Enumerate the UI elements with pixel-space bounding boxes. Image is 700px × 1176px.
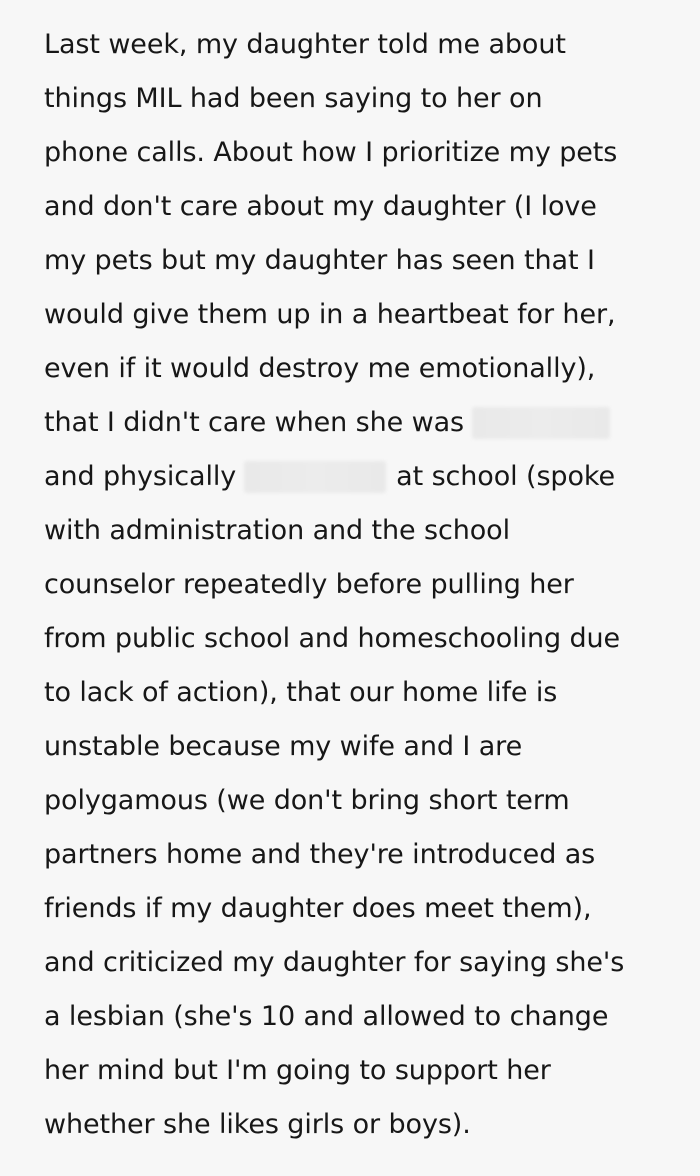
text-line <box>44 1098 684 1152</box>
line-text: Last week, my daughter told me about <box>44 29 566 60</box>
text-line <box>44 126 684 180</box>
line-text: phone calls. About how I prioritize my pets <box>44 137 618 168</box>
line-text: with administration and the school <box>44 515 511 546</box>
line-text: and don't care about my daughter (I love <box>44 191 597 222</box>
line-text: counselor repeatedly before pulling her <box>44 569 574 600</box>
line-text: polygamous (we don't bring short term <box>44 785 570 816</box>
text-line <box>44 504 684 558</box>
text-line <box>44 936 684 990</box>
line-text: would give them up in a heartbeat for her, <box>44 299 616 330</box>
text-line <box>44 1044 684 1098</box>
text-line <box>44 882 684 936</box>
text-line <box>44 396 684 450</box>
text-line <box>44 612 684 666</box>
line-text: to lack of action), that our home life is <box>44 677 558 708</box>
line-text: partners home and they're introduced as <box>44 839 596 870</box>
text-line <box>44 720 684 774</box>
line-text: even if it would destroy me emotionally), <box>44 353 596 384</box>
text-line <box>44 18 684 72</box>
text-line <box>44 774 684 828</box>
line-text: unstable because my wife and I are <box>44 731 523 762</box>
text-line <box>44 450 684 504</box>
line-text: whether she likes girls or boys). <box>44 1109 471 1140</box>
line-text: things MIL had been saying to her on <box>44 83 543 114</box>
line-text: my pets but my daughter has seen that I <box>44 245 595 276</box>
text-line <box>44 180 684 234</box>
line-text: and physically <box>44 461 237 492</box>
line-text: that I didn't care when she was <box>44 407 465 438</box>
text-line <box>44 666 684 720</box>
post-paragraph <box>44 18 684 1152</box>
text-line <box>44 342 684 396</box>
line-text: a lesbian (she's 10 and allowed to change <box>44 1001 609 1032</box>
line-text: her mind but I'm going to support her <box>44 1055 551 1086</box>
text-line <box>44 288 684 342</box>
text-line <box>44 558 684 612</box>
redacted-text-blur <box>244 461 386 493</box>
text-line <box>44 72 684 126</box>
line-text: friends if my daughter does meet them), <box>44 893 592 924</box>
line-text: from public school and homeschooling due <box>44 623 621 654</box>
redacted-text-blur <box>472 407 610 439</box>
text-line <box>44 234 684 288</box>
text-line <box>44 828 684 882</box>
line-text: at school (spoke <box>396 461 615 492</box>
line-text: and criticized my daughter for saying she's <box>44 947 625 978</box>
text-line <box>44 990 684 1044</box>
